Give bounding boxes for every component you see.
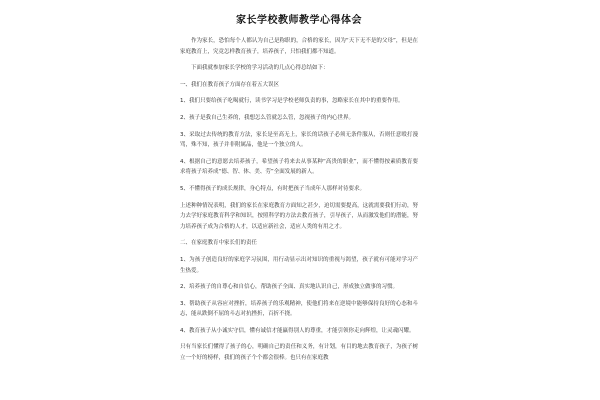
section-1-item-3: 3、采取过去传统的教育方法，家长是至高无上，家长的话孩子必须无条件服从，否则任意殴打漫骂，殊不知，孩子并非附属品，他是一个独立的人。 <box>180 131 418 149</box>
section-1-heading: 一、我们在教育孩子方面存在着五大误区 <box>180 81 280 88</box>
section-1-item-1: 1、我们只要给孩子吃喝就行，读书学习是学校老师负责的事，忽略家长在其中的重要作用。 <box>180 98 404 105</box>
intro-summary-paragraph: 下面我就参加家长学校的学习活动的几点心得总结如下： <box>191 65 329 72</box>
document-body <box>180 14 418 370</box>
section-1-item-5: 5、不懂得孩子的成长规律，身心特点，有时把孩子当成年人那样对待要求。 <box>180 185 366 192</box>
document-title: 家长学校教师教学心得体会 <box>236 15 362 26</box>
section-1-item-4: 4、根据自己的意愿去培养孩子，希望孩子将来去从事某种“高贵的职业”，而不懂得按素质教育要求将孩子培养成“德、智、体、美、劳”全面发展的新人。 <box>180 158 418 176</box>
section-1-summary: 上述种种情况表明，我们的家长在家庭教育方面知之甚少，迫切需要提高，这就需要我们行动，努力去学好家庭教育科学和知识，按照科学的方法去教育孩子，引导孩子，从而激发他们的潜能，努力培养孩子成为合格的人才，以适应新社会，适应人类的有用之才。 <box>180 202 418 230</box>
section-2-item-1: 1、为孩子创造良好的家庭学习氛围，用行动显示出对知识的重视与渴望，孩子就有可能对学习产生热爱。 <box>180 256 418 274</box>
intro-paragraph: 作为家长，恐怕每个人都认为自己是称职的，合格的家长，因为“天下无不是的父母”，但是在家庭教育上，究竟怎样教育孩子，培养孩子，只怕我们都不知道。 <box>180 38 418 55</box>
section-2-item-2: 2、培养孩子的自尊心和自信心，帮助孩子全面、真实地认识自己，形成独立做事的习惯。 <box>180 284 399 291</box>
section-2-item-3: 3、帮助孩子从容应对挫折，培养孩子的乐观精神，使他们将来在逆境中能够保持良好的心态和斗志，能从跌倒不屈的斗志对抗挫折，百折不挠。 <box>180 300 418 318</box>
section-2-heading: 二、在家庭教育中家长们的责任 <box>180 240 258 247</box>
section-2-item-4: 4、教育孩子从小诚实守信，懂有诚信才能赢得别人的尊重，才能引领你走向辉煌，让灵魂闪耀。 <box>180 327 415 334</box>
section-2-summary: 只有当家长们懂得了孩子的心，明确自己的责任和义务，有计划，有目的地去教育孩子，为孩子树立一个好的榜样，我们的孩子个个都会很棒。也只有在家庭教 <box>180 344 418 362</box>
section-1-item-2: 2、孩子是我自己生养的，我想怎么管就怎么管，忽视孩子的内心世界。 <box>180 114 355 121</box>
